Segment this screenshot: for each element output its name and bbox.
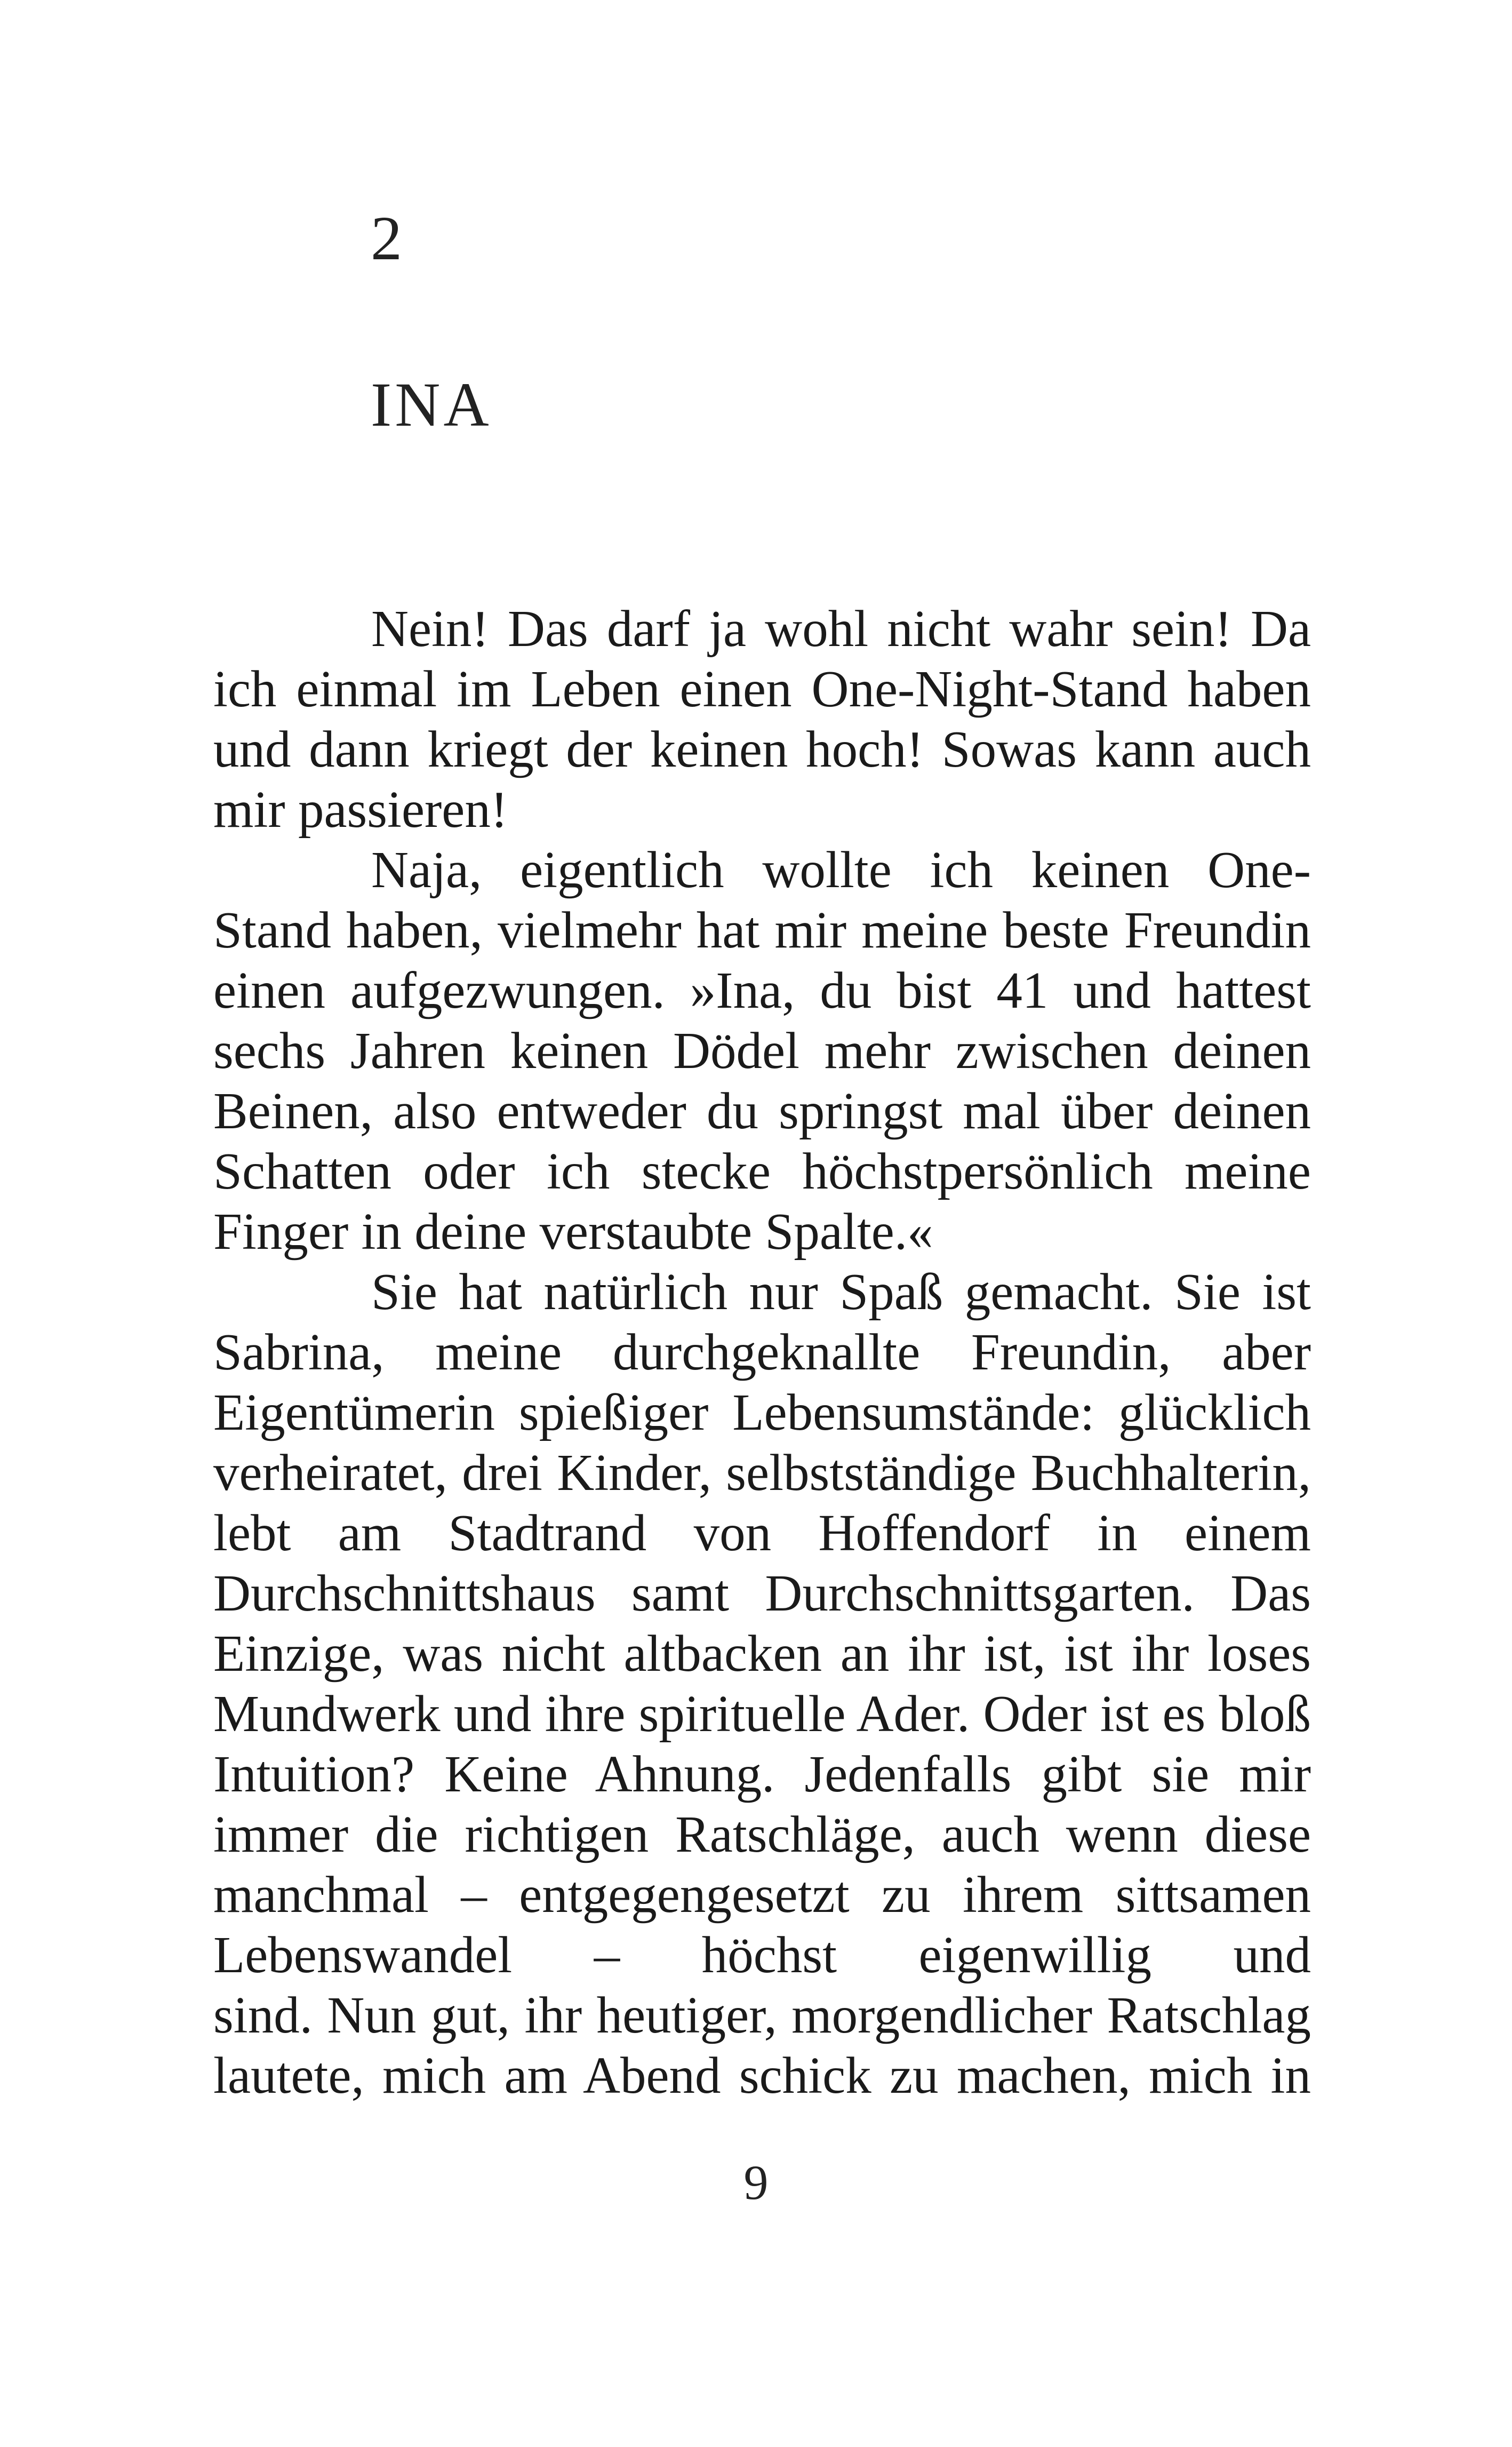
text-line: Stand haben, vielmehr hat mir meine beste Freundin	[213, 902, 1311, 959]
text-line: manchmal – entgegengesetzt zu ihrem sittsamen	[213, 1866, 1311, 1923]
text-line: Durchschnittshaus samt Durchschnittsgarten. Das	[213, 1565, 1311, 1622]
text-line: lebt am Stadtrand von Hoffendorf in einem	[213, 1504, 1311, 1561]
chapter-title: INA	[371, 370, 492, 440]
text-line: Einzige, was nicht altbacken an ihr ist, ist ihr loses	[213, 1625, 1311, 1682]
page-number: 9	[743, 2155, 769, 2210]
text-line: Naja, eigentlich wollte ich keinen One-	[371, 841, 1311, 898]
text-line: Schatten oder ich stecke höchstpersönlich meine	[213, 1143, 1311, 1200]
text-line: Sabrina, meine durchgeknallte Freundin, aber	[213, 1324, 1311, 1381]
text-line: Sie hat natürlich nur Spaß gemacht. Sie ist	[371, 1263, 1311, 1320]
text-line: einen aufgezwungen. »Ina, du bist 41 und hattest	[213, 962, 1311, 1019]
text-line: Lebenswandel – höchst eigenwillig und	[213, 1926, 1311, 1983]
text-line: Nein! Das darf ja wohl nicht wahr sein! Da	[371, 600, 1311, 657]
text-line: Eigentümerin spießiger Lebensumstände: glücklich	[213, 1384, 1311, 1441]
text-line: lautete, mich am Abend schick zu machen, mich in	[213, 2047, 1311, 2104]
text-line: Mundwerk und ihre spirituelle Ader. Oder ist es bloß	[213, 1685, 1311, 1742]
text-line: sind. Nun gut, ihr heutiger, morgendlicher Ratschlag	[213, 1987, 1311, 2044]
text-line: sechs Jahren keinen Dödel mehr zwischen deinen	[213, 1022, 1311, 1079]
text-line: Intuition? Keine Ahnung. Jedenfalls gibt sie mir	[213, 1745, 1311, 1803]
text-line: und dann kriegt der keinen hoch! Sowas kann auch	[213, 721, 1311, 778]
text-line: mir passieren!	[213, 781, 508, 838]
text-line: Finger in deine verstaubte Spalte.«	[213, 1203, 933, 1260]
chapter-number: 2	[371, 203, 403, 273]
body-text	[213, 599, 1311, 2106]
text-line: immer die richtigen Ratschläge, auch wenn diese	[213, 1806, 1311, 1863]
text-line: Beinen, also entweder du springst mal über deinen	[213, 1082, 1311, 1139]
text-line: ich einmal im Leben einen One-Night-Stand haben	[213, 660, 1311, 718]
text-line: verheiratet, drei Kinder, selbstständige Buchhalterin,	[213, 1444, 1311, 1501]
